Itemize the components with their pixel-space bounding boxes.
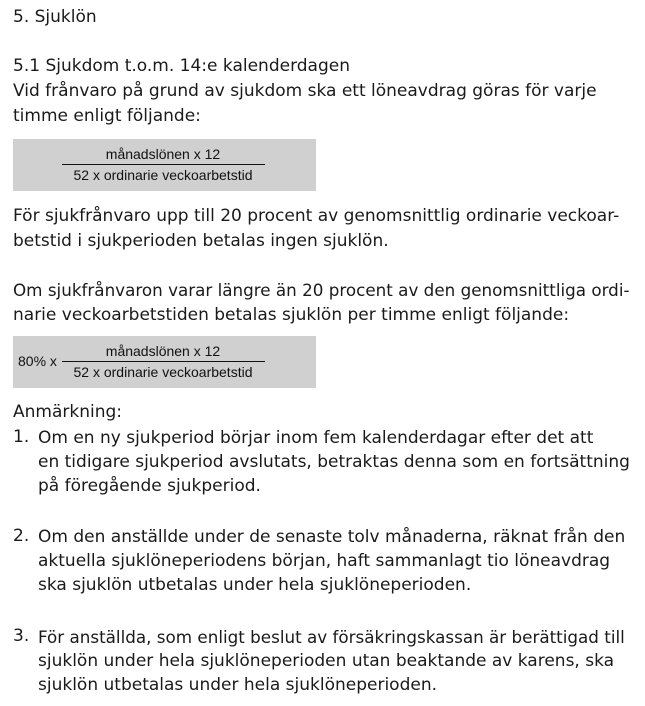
section-heading: 5. Sjuklön [13,7,97,27]
formula-2-numerator: månadslönen x 12 [105,343,221,359]
note-number: 1. [13,427,30,447]
intro-line-1-text: Vid frånvaro på grund av sjukdom ska ett löneavdrag göras för varje [13,81,597,101]
formula-box-1 [13,139,316,191]
paragraph-1-line-2: betstid i sjukperioden betalas ingen sjuklön. [13,231,389,251]
formula-2-prefix: 80% x [18,353,57,369]
formula-2-fraction-bar [62,361,265,362]
note-line: Om en ny sjukperiod börjar inom fem kalenderdagar efter det att [38,428,594,448]
note-line: Om den anställde under de senaste tolv månaderna, räknat från den [38,527,626,547]
formula-2-denominator: 52 x ordinarie veckoarbetstid [73,364,253,380]
note-line: För anställda, som enligt beslut av försäkringskassan är berättigad till [38,627,625,647]
formula-1-denominator: 52 x ordinarie veckoarbetstid [73,167,253,183]
note-line: sjuklön under hela sjuklöneperioden utan beaktande av karens, ska [38,651,615,671]
note-line: ska sjuklön utbetalas under hela sjuklöneperioden. [38,575,472,595]
note-line: på föregående sjukperiod. [38,476,261,496]
notes-heading: Anmärkning: [13,402,123,422]
note-number: 2. [13,526,30,546]
paragraph-2-line-1: Om sjukfrånvaron varar längre än 20 procent av den genomsnittliga ordi- [13,280,630,300]
paragraph-2-line-2: narie veckoarbetstiden betalas sjuklön per timme enligt följande: [13,305,570,325]
note-number: 3. [13,626,30,646]
formula-1-numerator: månadslönen x 12 [105,146,221,162]
intro-line-1 [13,80,630,102]
note-line: sjuklön utbetalas under hela sjuklöneperioden. [38,675,437,695]
formula-1-fraction-bar [62,164,265,165]
note-line: aktuella sjuklöneperiodens början, haft sammanlagt tio löneavdrag [38,551,611,571]
intro-line-2: timme enligt följande: [13,106,201,126]
note-line: en tidigare sjukperiod avslutats, betraktas denna som en fortsättning [38,452,630,472]
paragraph-1-line-1: För sjukfrånvaro upp till 20 procent av genomsnittlig ordinarie veckoar- [13,206,620,226]
subsection-heading: 5.1 Sjukdom t.o.m. 14:e kalenderdagen [13,56,350,76]
formula-box-2 [13,336,316,388]
